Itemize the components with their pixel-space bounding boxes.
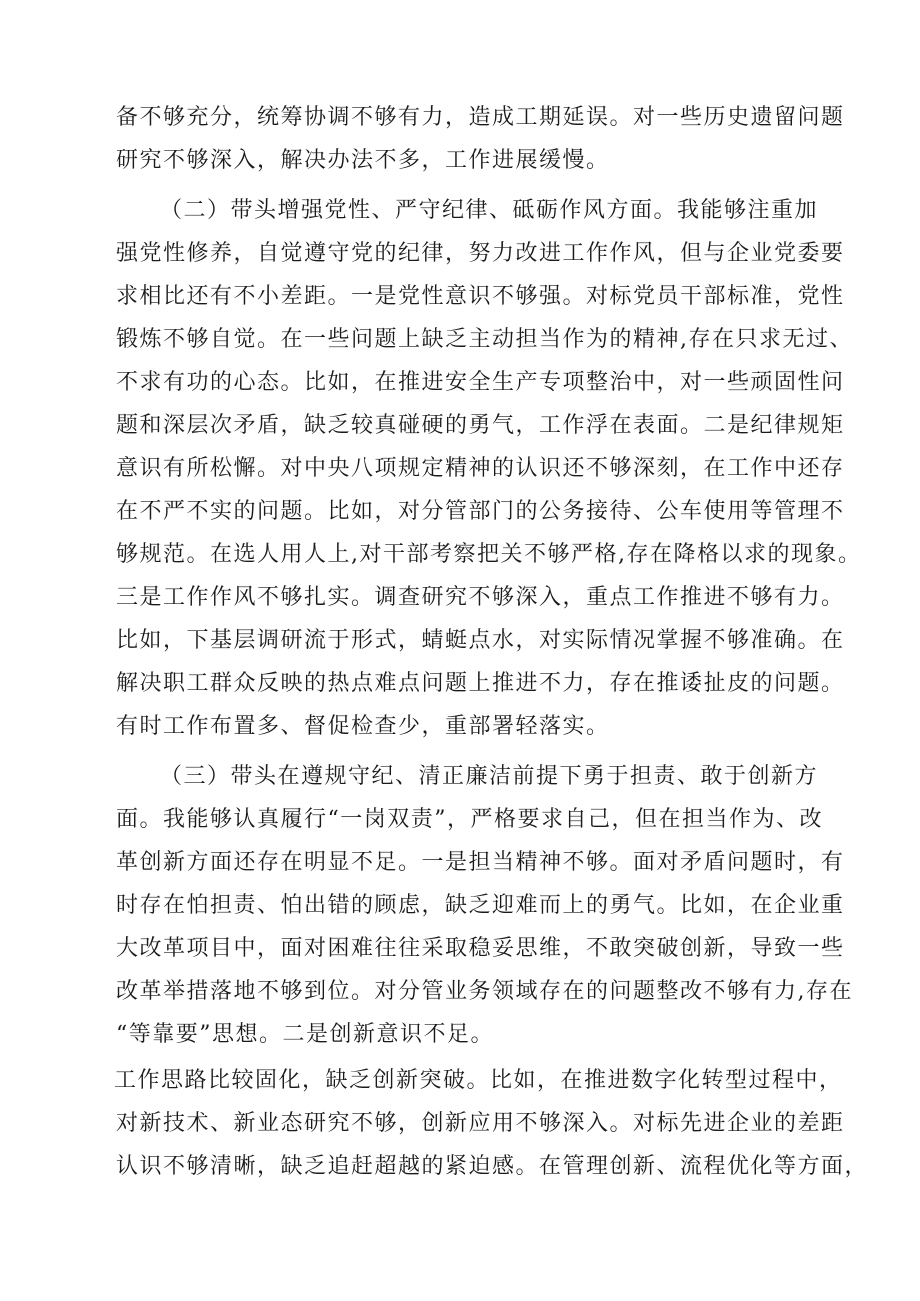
text-line: 不求有功的心态。比如，在推进安全生产专项整治中，对一些顽固性问	[116, 370, 845, 395]
text-line: 改革举措落地不够到位。对分管业务领域存在的问题整改不够有力,存在	[116, 979, 853, 1004]
text-line: 题和深层次矛盾，缺乏较真碰硬的勇气，工作浮在表面。二是纪律规矩	[116, 413, 845, 438]
text-line: 认识不够清晰，缺乏追赶超越的紧迫感。在管理创新、流程优化等方面，	[116, 1154, 869, 1179]
text-line: 面。我能够认真履行“一岗双责”，严格要求自己，但在担当作为、改	[116, 807, 823, 832]
text-line: 大改革项目中，面对困难往往采取稳妥思维，不敢突破创新，导致一些	[116, 936, 845, 961]
text-line: 备不够充分，统筹协调不够有力，造成工期延误。对一些历史遗留问题	[116, 105, 845, 130]
text-line: 有时工作布置多、督促检查少，重部署轻落实。	[116, 714, 610, 739]
text-line: 时存在怕担责、怕出错的顾虑，缺乏迎难而上的勇气。比如，在企业重	[116, 893, 845, 918]
text-line: 对新技术、新业态研究不够，创新应用不够深入。对标先进企业的差距	[116, 1111, 845, 1136]
text-line: “等靠要”思想。二是创新意识不足。	[116, 1022, 494, 1047]
text-line: 革创新方面还存在明显不足。一是担当精神不够。面对矛盾问题时，有	[116, 850, 845, 875]
text-line: 解决职工群众反映的热点难点问题上推进不力，存在推诿扯皮的问题。	[116, 671, 845, 696]
text-line: 够规范。在选人用人上,对干部考察把关不够严格,存在降格以求的现象。	[116, 542, 862, 567]
section-2-heading-line: （二）带头增强党性、严守纪律、砥砺作风方面。我能够注重加	[160, 198, 819, 223]
text-line: 求相比还有不小差距。一是党性意识不够强。对标党员干部标准，党性	[116, 284, 845, 309]
text-line: 在不严不实的问题。比如，对分管部门的公务接待、公车使用等管理不	[116, 499, 845, 524]
text-line: 强党性修养，自觉遵守党的纪律，努力改进工作作风，但与企业党委要	[116, 241, 845, 266]
section-3-heading-line: （三）带头在遵规守纪、清正廉洁前提下勇于担责、敢于创新方	[160, 764, 819, 789]
text-line: 三是工作作风不够扎实。调查研究不够深入，重点工作推进不够有力。	[116, 585, 845, 610]
text-line: 工作思路比较固化，缺乏创新突破。比如，在推进数字化转型过程中，	[114, 1068, 843, 1093]
text-line: 锻炼不够自觉。在一些问题上缺乏主动担当作为的精神,存在只求无过、	[116, 327, 853, 352]
text-line: 意识有所松懈。对中央八项规定精神的认识还不够深刻，在工作中还存	[116, 456, 845, 481]
text-line: 研究不够深入，解决办法不多，工作进展缓慢。	[116, 148, 610, 173]
text-line: 比如，下基层调研流于形式，蜻蜓点水，对实际情况掌握不够准确。在	[116, 628, 845, 653]
